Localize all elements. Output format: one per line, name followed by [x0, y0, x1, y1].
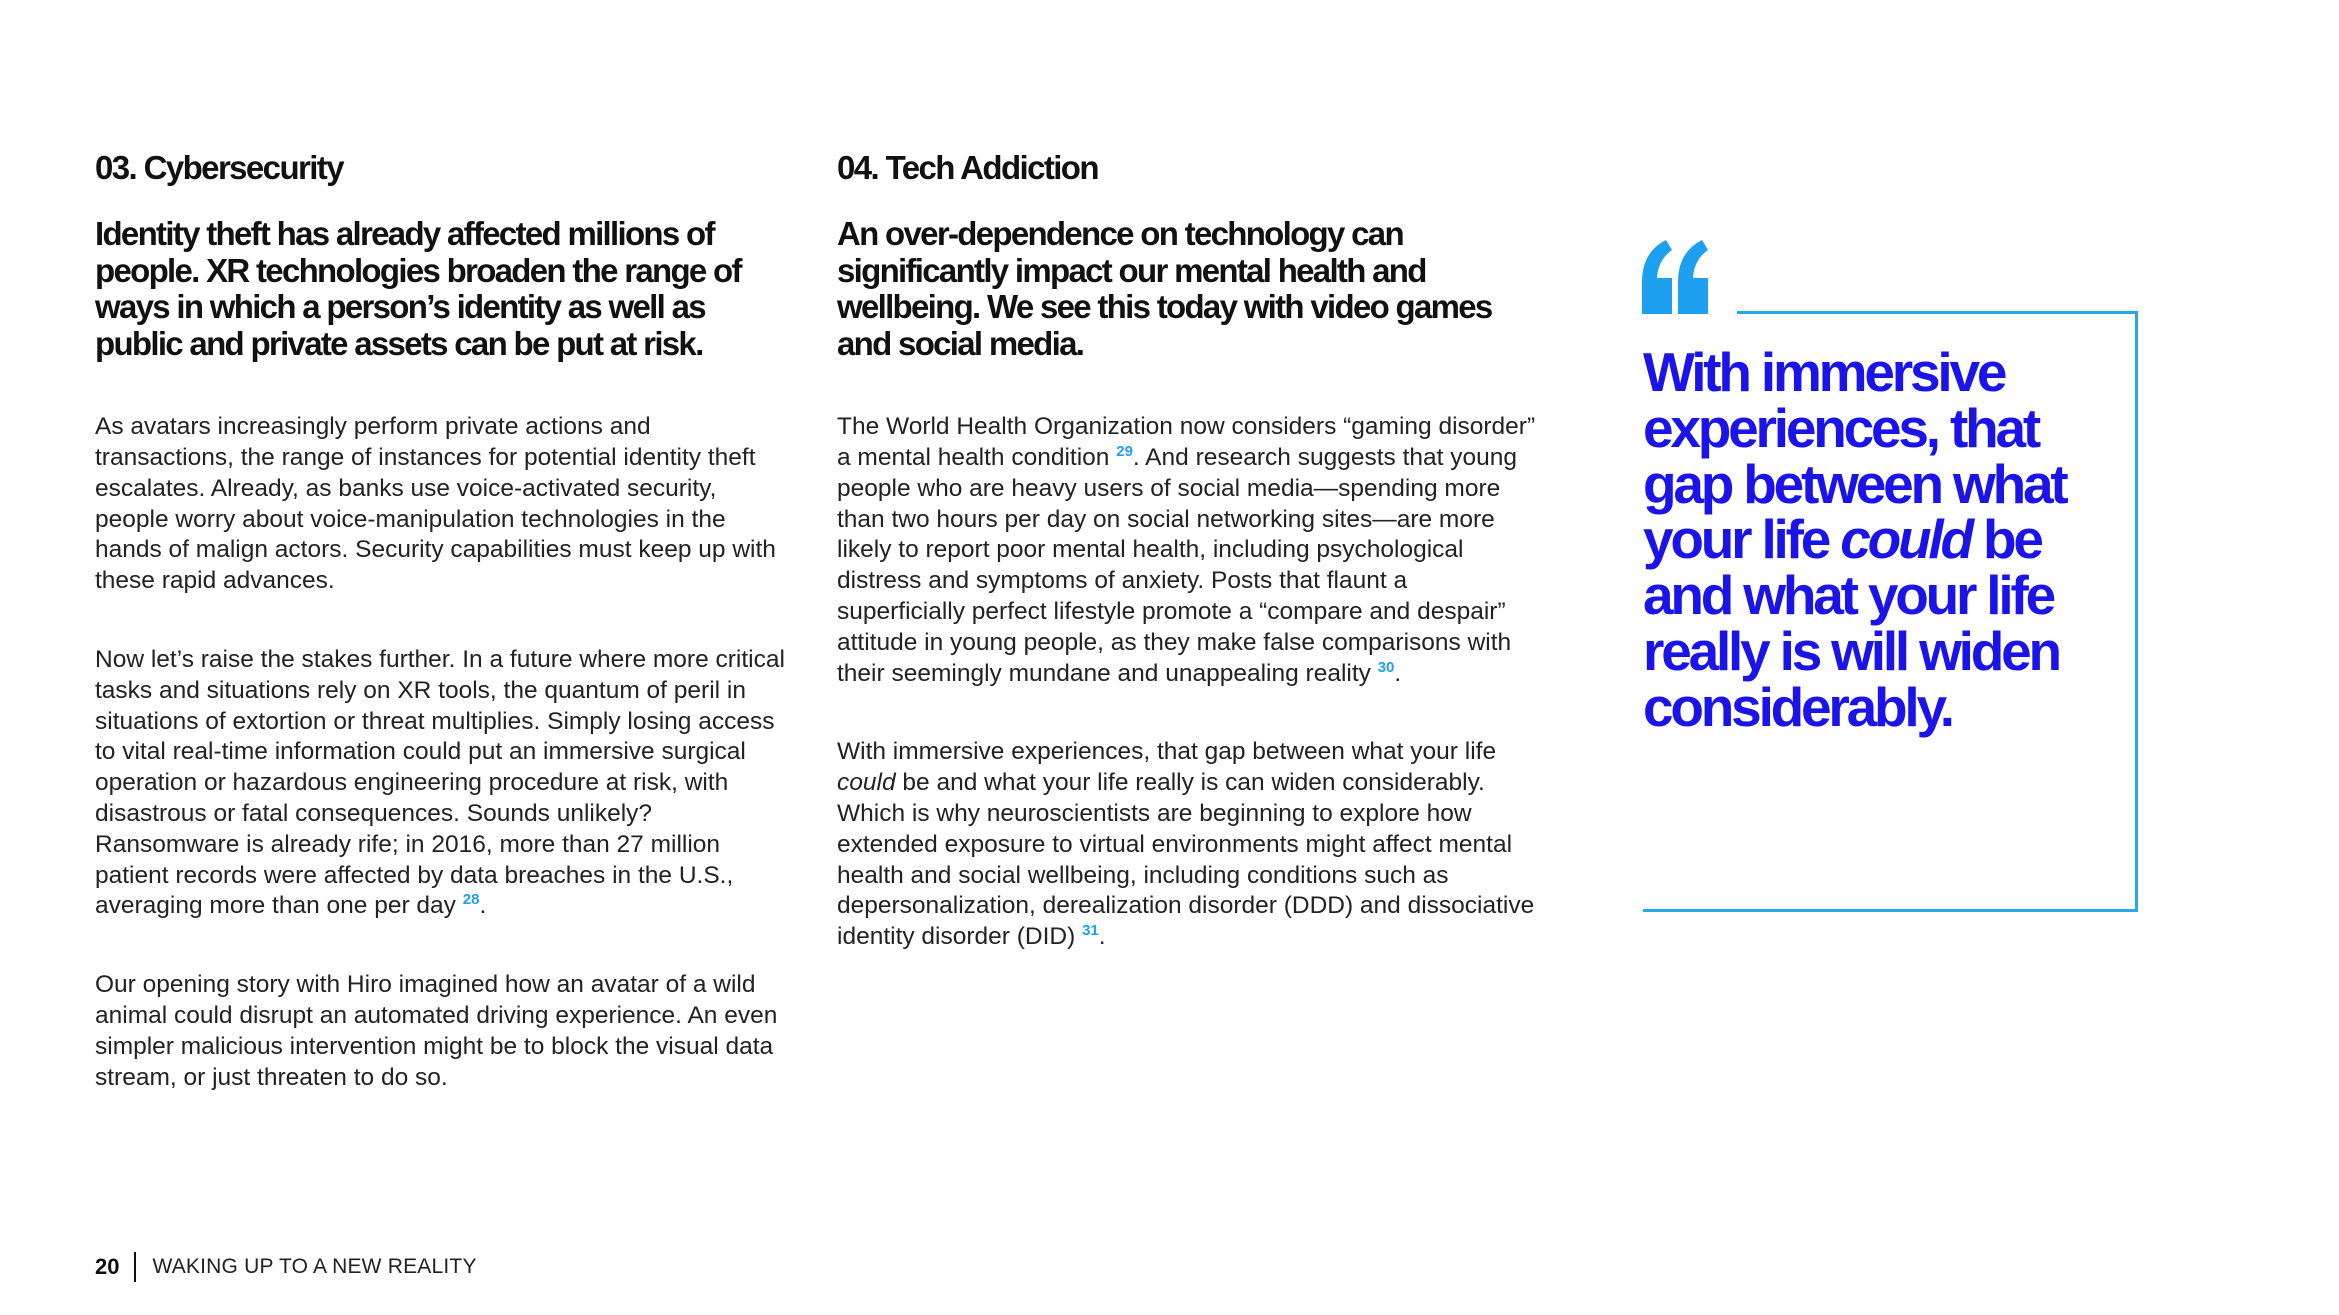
- pull-quote-after: be and what your life really is will widen considerably.: [1643, 508, 2059, 738]
- cybersecurity-section: [95, 150, 795, 1141]
- publication-title: WAKING UP TO A NEW REALITY: [152, 1255, 477, 1278]
- pull-quote-text: [1643, 341, 2113, 738]
- paragraph-text: . And research suggests that young people who are heavy users of social media—spending more than two hours per day on social networking sites—are more likely to report poor mental health, including psychological distress and symptoms of anxiety. Posts that flaunt a superficially perfect lifestyle promote a “compare and despair” attitude in young people, as they make false comparisons with their seemingly mundane and unappealing reality: [837, 444, 1518, 687]
- pull-quote-before: With immersive experiences, that gap between what your life: [1643, 341, 2066, 571]
- paragraph-text: Now let’s raise the stakes further. In a future where more critical tasks and situations rely on XR tools, the quantum of peril in situations of extortion or threat multiplies. Simply losing access to vital real-time information could put an immersive surgical operation or hazardous engineering procedure at risk, with disastrous or fatal consequences. Sounds unlikely? Ransomware is already rife; in 2016, more than 27 million patient records were affected by data breaches in the U.S., averaging more than one per day: [95, 646, 785, 920]
- page-number: 20: [95, 1254, 120, 1279]
- section-heading: 04. Tech Addiction: [837, 149, 1098, 186]
- section-lead: Identity theft has already affected millions of people. XR technologies broaden the range of ways in which a person’s identity as well as public and private assets can be put at risk.: [95, 215, 741, 362]
- tech-addiction-section: [837, 150, 1537, 1001]
- paragraph-end: .: [479, 892, 487, 920]
- body-paragraph: [837, 737, 1537, 953]
- body-paragraph: [95, 645, 795, 922]
- body-paragraph: Our opening story with Hiro imagined how an avatar of a wild animal could disrupt an automated driving experience. An even simpler malicious intervention might be to block the visual data stream, or just threaten to do so.: [95, 971, 778, 1091]
- footnote-ref[interactable]: 31: [1082, 922, 1099, 940]
- footnote-ref[interactable]: 29: [1116, 442, 1133, 460]
- paragraph-text: With immersive experiences, that gap between what your life: [837, 738, 1497, 766]
- pull-quote-emphasis: could: [1840, 508, 1971, 571]
- footnote-ref[interactable]: 30: [1377, 658, 1395, 676]
- footnote-ref[interactable]: 28: [462, 891, 480, 909]
- emphasis-text: could: [837, 769, 896, 797]
- page-footer: [95, 1251, 477, 1283]
- body-paragraph: As avatars increasingly perform private actions and transactions, the range of instances for potential identity theft escalates. Already, as banks use voice-activated security, people worry about voice-manipulation technologies in the hands of malign actors. Security capabilities must keep up with these rapid advances.: [95, 413, 776, 595]
- paragraph-text: be and what your life really is can widen considerably. Which is why neuroscientists are beginning to explore how extended exposure to virtual environments might affect mental health and social wellbeing, including conditions such as depersonalization, derealization disorder (DDD) and dissociative identity disorder (DID): [837, 769, 1535, 951]
- paragraph-text: The World Health Organization now considers “gaming disorder” a mental health condition: [837, 413, 1536, 472]
- paragraph-end: .: [1394, 659, 1402, 687]
- pull-quote-top-rule: [1737, 311, 2138, 314]
- paragraph-end: .: [1098, 923, 1106, 951]
- body-paragraph: [837, 412, 1537, 689]
- section-heading: 03. Cybersecurity: [95, 149, 343, 186]
- footer-divider: [134, 1252, 136, 1282]
- section-lead: An over-dependence on technology can significantly impact our mental health and wellbeing. We see this today with video games and social media.: [837, 215, 1492, 362]
- quote-mark-icon: [1640, 238, 1710, 314]
